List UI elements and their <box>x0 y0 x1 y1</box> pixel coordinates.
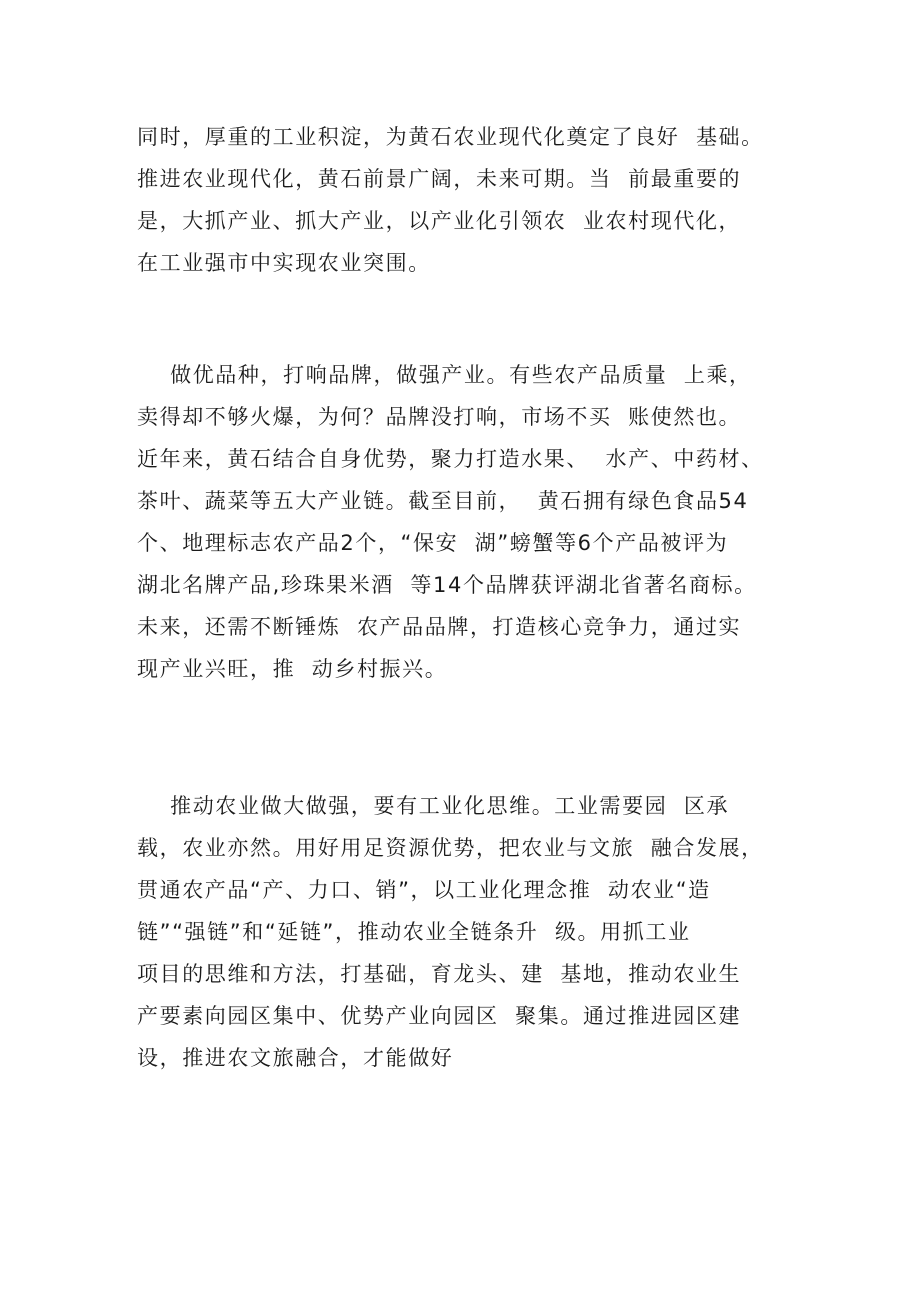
text-line: 推进农业现代化，黄石前景广阔，未来可期。当 前最重要的 <box>137 167 742 191</box>
text-line: 卖得却不够火爆，为何？品牌没打响，市场不买 账使然也。 <box>137 405 742 429</box>
text-line: 产要素向园区集中、优势产业向园区 聚集。通过推进园区建 <box>137 1004 742 1028</box>
text-line: 湖北名牌产品,珍珠果米酒 等14个品牌获评湖北省著名商标。 <box>137 573 757 597</box>
text-line: 茶叶、蔬菜等五大产业链。截至目前， 黄石拥有绿色食品54 <box>137 489 749 513</box>
text-line: 做优品种，打响品牌，做强产业。有些农产品质量 上乘， <box>137 363 752 387</box>
text-line: 在工业强市中实现农业突围。 <box>137 251 431 275</box>
text-line: 推动农业做大做强，要有工业化思维。工业需要园 区承 <box>137 794 730 818</box>
text-line: 载，农业亦然。用好用足资源优势，把农业与文旅 融合发展， <box>137 836 764 860</box>
text-line: 未来，还需不断锤炼 农产品品牌，打造核心竞争力，通过实 <box>137 615 742 639</box>
paragraph-2 <box>137 354 797 690</box>
text-line: 项目的思维和方法，打基础，育龙头、建 基地，推动农业生 <box>137 962 742 986</box>
text-line: 个、地理标志农产品2个，“保安 湖”螃蟹等6个产品被评为 <box>137 531 729 555</box>
text-line: 近年来，黄石结合自身优势，聚力打造水果、 水产、中药材、 <box>137 447 764 471</box>
text-line: 贯通农产品“产、力口、销”，以工业化理念推 动农业“造 <box>137 878 711 902</box>
text-line: 现产业兴旺，推 动乡村振兴。 <box>137 657 448 681</box>
text-line: 是，大抓产业、抓大产业，以产业化引领农 业农村现代化， <box>137 209 742 233</box>
text-line: 同时，厚重的工业积淀，为黄石农业现代化奠定了良好 基础。 <box>137 125 764 149</box>
paragraph-1 <box>137 116 797 284</box>
text-line: 设，推进农文旅融合，才能做好 <box>137 1046 454 1070</box>
paragraph-3 <box>137 785 797 1079</box>
text-line: 链”“强链”和“延链”，推动农业全链条升 级。用抓工业 <box>137 920 691 944</box>
